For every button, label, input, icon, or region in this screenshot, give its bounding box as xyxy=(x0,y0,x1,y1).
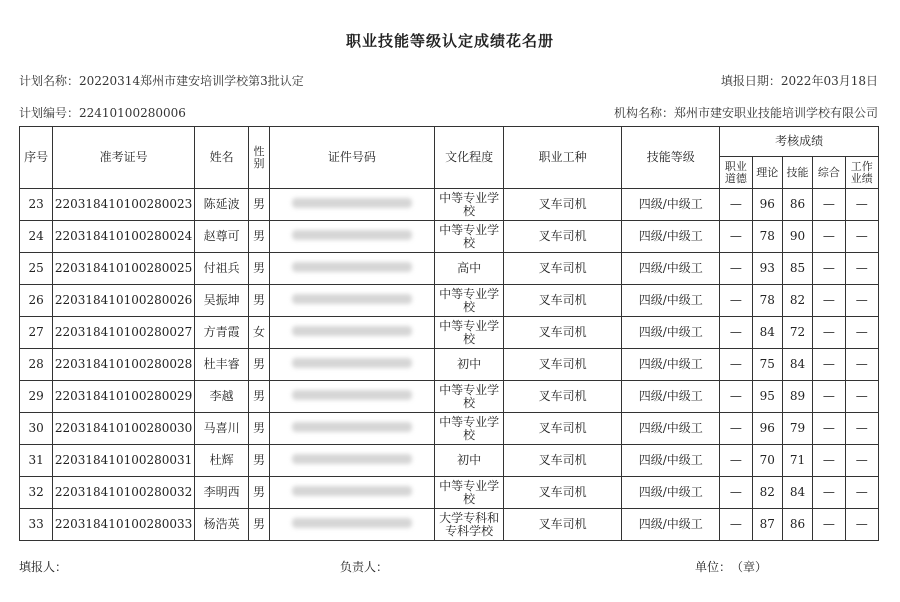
cell-level: 四级/中级工 xyxy=(622,253,720,285)
cell-gender: 女 xyxy=(249,317,269,349)
cell-overall: — xyxy=(813,349,845,381)
cell-id-no xyxy=(269,189,435,221)
cell-gender: 男 xyxy=(249,445,269,477)
cell-theory: 70 xyxy=(752,445,782,477)
cell-skill: 71 xyxy=(782,445,812,477)
cell-theory: 82 xyxy=(752,477,782,509)
header-level: 技能等级 xyxy=(622,127,720,189)
cell-ethics: — xyxy=(720,381,752,413)
cell-job: 叉车司机 xyxy=(504,381,622,413)
cell-job: 叉车司机 xyxy=(504,285,622,317)
cell-exam-no: 220318410100280032 xyxy=(53,477,194,509)
cell-job: 叉车司机 xyxy=(504,221,622,253)
cell-gender: 男 xyxy=(249,413,269,445)
redacted-id-blur xyxy=(292,454,412,464)
cell-job: 叉车司机 xyxy=(504,317,622,349)
plan-name: 计划名称：20220314郑州市建安培训学校第3批认定 xyxy=(19,74,304,88)
cell-name: 李明西 xyxy=(194,477,249,509)
header-overall: 综合 xyxy=(813,157,845,189)
document-title: 职业技能等级认定成绩花名册 xyxy=(345,32,554,50)
cell-skill: 82 xyxy=(782,285,812,317)
cell-exam-no: 220318410100280028 xyxy=(53,349,194,381)
cell-skill: 89 xyxy=(782,381,812,413)
cell-education: 中等专业学校 xyxy=(435,317,504,349)
filler-label: 填报人： xyxy=(19,560,68,574)
cell-ethics: — xyxy=(720,285,752,317)
table-row xyxy=(20,413,879,445)
cell-overall: — xyxy=(813,445,845,477)
cell-id-no xyxy=(269,221,435,253)
fill-date: 填报日期：2022年03月18日 xyxy=(720,74,878,88)
cell-gender: 男 xyxy=(249,381,269,413)
cell-skill: 86 xyxy=(782,189,812,221)
cell-job: 叉车司机 xyxy=(504,413,622,445)
cell-level: 四级/中级工 xyxy=(622,477,720,509)
cell-education: 高中 xyxy=(435,253,504,285)
cell-seq: 29 xyxy=(20,381,53,413)
cell-exam-no: 220318410100280023 xyxy=(53,189,194,221)
header-theory: 理论 xyxy=(752,157,782,189)
cell-level: 四级/中级工 xyxy=(622,445,720,477)
cell-gender: 男 xyxy=(249,189,269,221)
cell-id-no xyxy=(269,317,435,349)
cell-ethics: — xyxy=(720,445,752,477)
cell-exam-no: 220318410100280030 xyxy=(53,413,194,445)
cell-education: 中等专业学校 xyxy=(435,189,504,221)
redacted-id-blur xyxy=(292,198,412,208)
header-job: 职业工种 xyxy=(504,127,622,189)
score-roster-table xyxy=(19,126,879,541)
header-education: 文化程度 xyxy=(435,127,504,189)
cell-gender: 男 xyxy=(249,253,269,285)
cell-skill: 84 xyxy=(782,349,812,381)
cell-overall: — xyxy=(813,477,845,509)
cell-gender: 男 xyxy=(249,477,269,509)
cell-id-no xyxy=(269,253,435,285)
cell-exam-no: 220318410100280027 xyxy=(53,317,194,349)
cell-exam-no: 220318410100280024 xyxy=(53,221,194,253)
header-performance: 工作业绩 xyxy=(845,157,878,189)
table-row xyxy=(20,445,879,477)
cell-theory: 78 xyxy=(752,285,782,317)
cell-performance: — xyxy=(845,221,878,253)
cell-performance: — xyxy=(845,349,878,381)
cell-performance: — xyxy=(845,285,878,317)
cell-overall: — xyxy=(813,253,845,285)
org-name: 机构名称：郑州市建安职业技能培训学校有限公司 xyxy=(613,106,878,120)
cell-overall: — xyxy=(813,221,845,253)
cell-job: 叉车司机 xyxy=(504,189,622,221)
header-scores: 考核成绩 xyxy=(720,127,879,157)
cell-skill: 86 xyxy=(782,509,812,541)
cell-education: 初中 xyxy=(435,349,504,381)
table-row xyxy=(20,381,879,413)
cell-seq: 24 xyxy=(20,221,53,253)
cell-id-no xyxy=(269,381,435,413)
cell-education: 中等专业学校 xyxy=(435,477,504,509)
cell-level: 四级/中级工 xyxy=(622,413,720,445)
cell-ethics: — xyxy=(720,253,752,285)
cell-overall: — xyxy=(813,189,845,221)
cell-name: 付祖兵 xyxy=(194,253,249,285)
cell-theory: 96 xyxy=(752,413,782,445)
table-row xyxy=(20,221,879,253)
cell-skill: 85 xyxy=(782,253,812,285)
cell-gender: 男 xyxy=(249,221,269,253)
cell-ethics: — xyxy=(720,221,752,253)
cell-seq: 26 xyxy=(20,285,53,317)
redacted-id-blur xyxy=(292,230,412,240)
cell-theory: 93 xyxy=(752,253,782,285)
cell-ethics: — xyxy=(720,477,752,509)
cell-theory: 96 xyxy=(752,189,782,221)
cell-overall: — xyxy=(813,413,845,445)
cell-id-no xyxy=(269,285,435,317)
cell-id-no xyxy=(269,413,435,445)
cell-seq: 25 xyxy=(20,253,53,285)
cell-seq: 27 xyxy=(20,317,53,349)
cell-performance: — xyxy=(845,317,878,349)
cell-skill: 79 xyxy=(782,413,812,445)
cell-job: 叉车司机 xyxy=(504,445,622,477)
table-row xyxy=(20,253,879,285)
header-seq: 序号 xyxy=(20,127,53,189)
cell-skill: 84 xyxy=(782,477,812,509)
cell-seq: 32 xyxy=(20,477,53,509)
redacted-id-blur xyxy=(292,390,412,400)
cell-exam-no: 220318410100280031 xyxy=(53,445,194,477)
cell-ethics: — xyxy=(720,189,752,221)
header-id-no: 证件号码 xyxy=(269,127,435,189)
cell-theory: 75 xyxy=(752,349,782,381)
cell-id-no xyxy=(269,509,435,541)
cell-performance: — xyxy=(845,253,878,285)
cell-level: 四级/中级工 xyxy=(622,189,720,221)
table-row xyxy=(20,317,879,349)
cell-level: 四级/中级工 xyxy=(622,509,720,541)
cell-overall: — xyxy=(813,317,845,349)
cell-name: 杜辉 xyxy=(194,445,249,477)
cell-name: 马喜川 xyxy=(194,413,249,445)
redacted-id-blur xyxy=(292,358,412,368)
cell-level: 四级/中级工 xyxy=(622,317,720,349)
header-name: 姓名 xyxy=(194,127,249,189)
cell-ethics: — xyxy=(720,509,752,541)
cell-name: 杨浩英 xyxy=(194,509,249,541)
cell-education: 中等专业学校 xyxy=(435,381,504,413)
cell-name: 赵尊可 xyxy=(194,221,249,253)
cell-name: 方青霞 xyxy=(194,317,249,349)
redacted-id-blur xyxy=(292,326,412,336)
cell-exam-no: 220318410100280033 xyxy=(53,509,194,541)
header-skill: 技能 xyxy=(782,157,812,189)
cell-name: 杜丰睿 xyxy=(194,349,249,381)
cell-performance: — xyxy=(845,381,878,413)
table-row xyxy=(20,509,879,541)
header-ethics: 职业道德 xyxy=(720,157,752,189)
redacted-id-blur xyxy=(292,262,412,272)
table-row xyxy=(20,349,879,381)
cell-seq: 31 xyxy=(20,445,53,477)
cell-job: 叉车司机 xyxy=(504,477,622,509)
redacted-id-blur xyxy=(292,422,412,432)
cell-ethics: — xyxy=(720,413,752,445)
cell-skill: 72 xyxy=(782,317,812,349)
cell-level: 四级/中级工 xyxy=(622,381,720,413)
header-exam-no: 准考证号 xyxy=(53,127,194,189)
unit-label: 单位： （章） xyxy=(695,560,768,574)
cell-overall: — xyxy=(813,285,845,317)
cell-seq: 30 xyxy=(20,413,53,445)
table-row xyxy=(20,477,879,509)
cell-gender: 男 xyxy=(249,509,269,541)
cell-education: 中等专业学校 xyxy=(435,413,504,445)
cell-exam-no: 220318410100280029 xyxy=(53,381,194,413)
cell-gender: 男 xyxy=(249,285,269,317)
cell-performance: — xyxy=(845,189,878,221)
table-row xyxy=(20,285,879,317)
cell-education: 中等专业学校 xyxy=(435,285,504,317)
cell-id-no xyxy=(269,349,435,381)
table-row xyxy=(20,189,879,221)
cell-id-no xyxy=(269,477,435,509)
cell-seq: 33 xyxy=(20,509,53,541)
cell-name: 吴振坤 xyxy=(194,285,249,317)
redacted-id-blur xyxy=(292,294,412,304)
redacted-id-blur xyxy=(292,486,412,496)
cell-id-no xyxy=(269,445,435,477)
cell-level: 四级/中级工 xyxy=(622,285,720,317)
cell-job: 叉车司机 xyxy=(504,349,622,381)
cell-performance: — xyxy=(845,413,878,445)
cell-seq: 28 xyxy=(20,349,53,381)
cell-exam-no: 220318410100280026 xyxy=(53,285,194,317)
cell-theory: 84 xyxy=(752,317,782,349)
cell-skill: 90 xyxy=(782,221,812,253)
cell-performance: — xyxy=(845,509,878,541)
cell-ethics: — xyxy=(720,317,752,349)
cell-name: 李越 xyxy=(194,381,249,413)
cell-name: 陈延波 xyxy=(194,189,249,221)
cell-theory: 95 xyxy=(752,381,782,413)
cell-level: 四级/中级工 xyxy=(622,221,720,253)
cell-job: 叉车司机 xyxy=(504,509,622,541)
cell-overall: — xyxy=(813,381,845,413)
cell-seq: 23 xyxy=(20,189,53,221)
cell-job: 叉车司机 xyxy=(504,253,622,285)
cell-theory: 78 xyxy=(752,221,782,253)
cell-theory: 87 xyxy=(752,509,782,541)
cell-ethics: — xyxy=(720,349,752,381)
cell-exam-no: 220318410100280025 xyxy=(53,253,194,285)
cell-gender: 男 xyxy=(249,349,269,381)
cell-level: 四级/中级工 xyxy=(622,349,720,381)
cell-education: 大学专科和专科学校 xyxy=(435,509,504,541)
cell-overall: — xyxy=(813,509,845,541)
responsible-label: 负责人： xyxy=(340,560,389,574)
cell-performance: — xyxy=(845,445,878,477)
redacted-id-blur xyxy=(292,518,412,528)
cell-performance: — xyxy=(845,477,878,509)
cell-education: 初中 xyxy=(435,445,504,477)
plan-number: 计划编号：22410100280006 xyxy=(19,106,186,120)
header-gender: 性别 xyxy=(249,127,269,189)
cell-education: 中等专业学校 xyxy=(435,221,504,253)
